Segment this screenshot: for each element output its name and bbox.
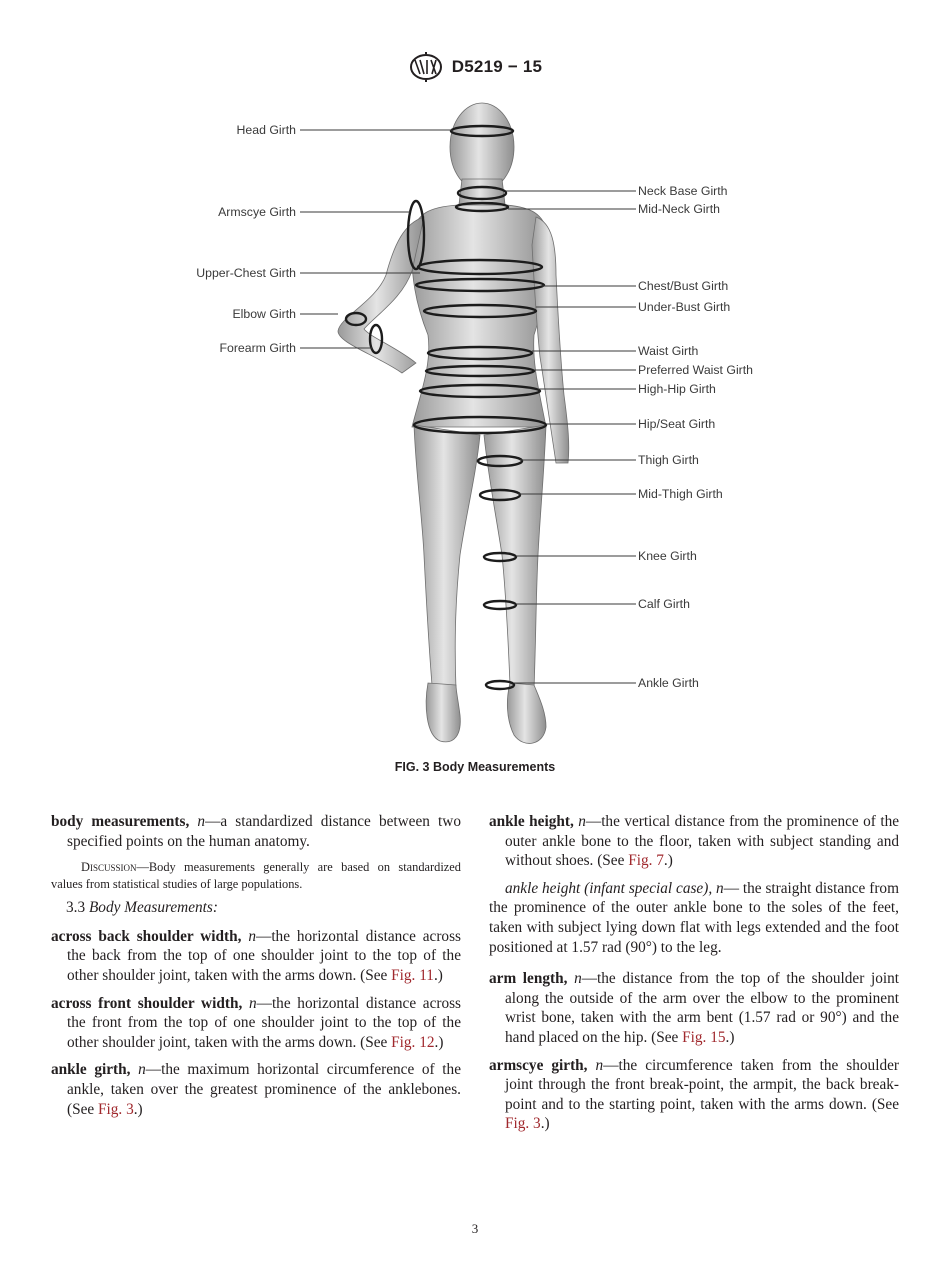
part-of-speech: n [574, 970, 582, 988]
label-knee-girth: Knee Girth [638, 549, 697, 563]
label-high-hip-girth: High-Hip Girth [638, 382, 716, 396]
definition-ankle-girth [51, 1060, 461, 1119]
document-number: D5219 − 15 [451, 57, 543, 76]
discussion-label: Discussion [81, 860, 137, 875]
figure-link[interactable]: Fig. 3 [505, 1115, 541, 1133]
part-of-speech: n [248, 994, 257, 1012]
label-waist-girth: Waist Girth [638, 344, 699, 358]
page-number: 3 [471, 1221, 479, 1236]
part-of-speech: n [578, 813, 586, 830]
term: body measurements, [51, 813, 190, 830]
right-column [489, 812, 899, 1142]
labels-right [638, 184, 753, 690]
label-under-bust-girth: Under-Bust Girth [638, 300, 731, 314]
label-calf-girth: Calf Girth [638, 597, 690, 611]
definition-across-front [51, 994, 461, 1053]
term: armscye girth, [489, 1056, 588, 1074]
page-header [0, 52, 950, 82]
definition-text: —the horizontal distance across the front from the top of one shoulder joint to the top of the other shoulder joint, taken with the arms down. (See [67, 994, 462, 1051]
figure-link[interactable]: Fig. 7 [628, 852, 664, 870]
label-neck-base-girth: Neck Base Girth [638, 184, 728, 198]
figure-link[interactable]: Fig. 3 [98, 1100, 134, 1118]
definition-end: .) [725, 1028, 735, 1046]
part-of-speech: n [197, 813, 206, 830]
label-armscye-girth: Armscye Girth [218, 205, 296, 219]
definition-ankle-height [489, 812, 899, 871]
definition-text: —the maximum horizontal circumference of the ankle, taken over the greatest prominence of the anklebones. (See [67, 1061, 461, 1118]
labels-left [196, 123, 296, 355]
part-of-speech: n [248, 927, 257, 945]
label-hip-seat-girth: Hip/Seat Girth [638, 417, 716, 431]
term: across back shoulder width, [51, 927, 242, 945]
label-head-girth: Head Girth [236, 123, 296, 137]
section-title: Body Measurements: [88, 899, 218, 917]
label-elbow-girth: Elbow Girth [232, 307, 296, 321]
body-measurements-figure [180, 95, 780, 755]
mannequin-illustration [180, 95, 780, 755]
definition-body-measurements [51, 812, 461, 851]
definition-text: —the horizontal distance across the back from the top of one shoulder joint to the top of the other shoulder joint, taken with the arms down. (See [67, 927, 461, 984]
figure-link[interactable]: Fig. 12 [391, 1033, 435, 1051]
definition-end: .) [540, 1115, 550, 1133]
definition-text: —the circumference taken from the shoulder joint through the front break-point, the armpit, the back break-point and to the starting point, taken with the arms down. (See [505, 1056, 899, 1113]
definition-end: .) [433, 966, 443, 984]
figure-link[interactable]: Fig. 11 [391, 966, 434, 984]
term: ankle girth, [51, 1061, 131, 1079]
part-of-speech: n [138, 1061, 146, 1079]
left-column [51, 812, 461, 1127]
section-number: 3.3 [66, 899, 86, 917]
definition-text: —the distance from the top of the shoulder joint along the outside of the arm over the elbow to the prominent wrist bone, taken with the arm bent (1.57 rad or 90°) and the hand placed on the hip. (See [505, 970, 899, 1046]
label-thigh-girth: Thigh Girth [638, 453, 699, 467]
astm-logo [408, 52, 444, 82]
discussion-text: —Body measurements generally are based on standardized values from statistical studies of large populations. [51, 860, 461, 891]
figure-link[interactable]: Fig. 15 [682, 1028, 726, 1046]
definition-end: .) [663, 852, 673, 870]
section-heading [51, 898, 461, 918]
term: arm length, [489, 970, 568, 988]
definition-text: —the vertical distance from the prominence of the outer ankle bone to the floor, taken with subject standing and without shoes. (See [505, 813, 900, 870]
label-preferred-waist-girth: Preferred Waist Girth [638, 363, 754, 377]
definition-text: — the straight distance from the prominence of the outer ankle bone to the soles of the feet, taken with subject lying down flat with legs extended and the foot positioned at 1.57 rad (90°) to the leg. [489, 879, 899, 956]
discussion-note [51, 859, 461, 892]
definition-armscye-girth [489, 1056, 899, 1134]
label-upper-chest-girth: Upper-Chest Girth [196, 266, 296, 280]
label-mid-neck-girth: Mid-Neck Girth [638, 202, 720, 216]
definition-across-back [51, 927, 461, 986]
part-of-speech: n [595, 1056, 604, 1074]
mannequin-body [338, 103, 569, 743]
term: ankle height (infant special case), n [505, 879, 724, 897]
definition-text: —a standardized distance between two specified points on the human anatomy. [67, 813, 461, 850]
definition-end: .) [133, 1100, 143, 1118]
definition-ankle-height-infant [489, 879, 899, 957]
term: ankle height, [489, 813, 574, 830]
label-ankle-girth: Ankle Girth [638, 676, 699, 690]
definition-end: .) [434, 1033, 444, 1051]
term: across front shoulder width, [51, 994, 243, 1012]
label-chest-bust-girth: Chest/Bust Girth [638, 279, 729, 293]
definition-arm-length [489, 969, 899, 1047]
figure-caption: FIG. 3 Body Measurements [394, 760, 556, 774]
label-mid-thigh-girth: Mid-Thigh Girth [638, 487, 723, 501]
label-forearm-girth: Forearm Girth [219, 341, 296, 355]
